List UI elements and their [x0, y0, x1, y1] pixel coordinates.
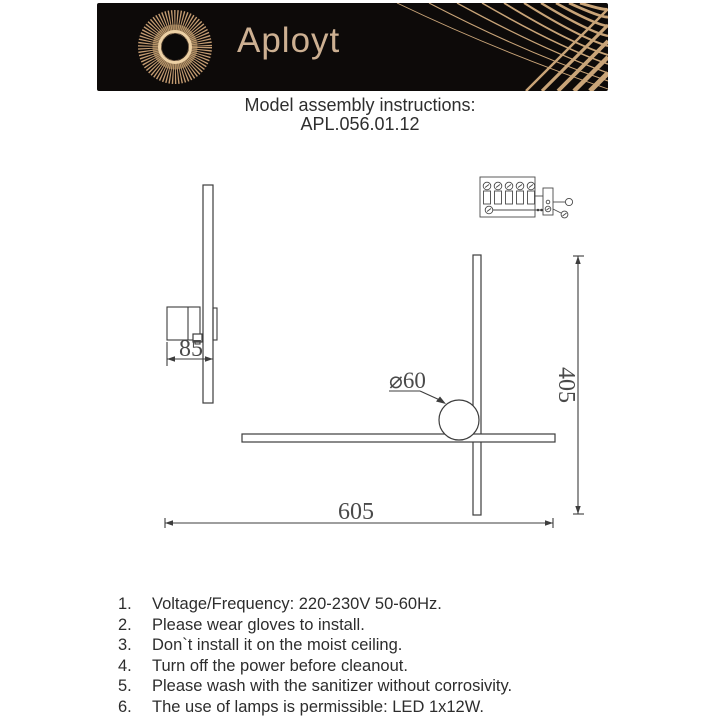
dimension-diameter-60: [389, 368, 446, 404]
list-item: [118, 676, 638, 697]
wiring-diagram: [480, 177, 573, 218]
wire-terminal-circle: [565, 198, 572, 205]
rays-decoration: [397, 3, 608, 91]
lamp-sphere: [439, 400, 479, 440]
list-item-text: The use of lamps is permissible: LED 1x12W.: [152, 697, 484, 716]
list-item-number: 5.: [118, 677, 132, 696]
list-item: [118, 697, 638, 718]
dim-sphere-diameter-label: ⌀60: [389, 368, 426, 393]
list-item-number: 3.: [118, 636, 132, 655]
list-item-text: Please wash with the sanitizer without corrosivity.: [152, 677, 513, 696]
list-item-text: Turn off the power before cleanout.: [152, 656, 408, 675]
technical-drawing: [90, 150, 630, 580]
side-view: [167, 185, 217, 403]
dim-mount-depth-label: 85: [179, 336, 203, 362]
list-item-text: Voltage/Frequency: 220-230V 50-60Hz.: [152, 595, 442, 613]
banner-decoration: [97, 3, 608, 91]
dim-width-label: 605: [338, 499, 374, 525]
connector-block: [543, 188, 553, 215]
dimension-605: [165, 499, 553, 528]
front-view: [165, 255, 584, 528]
title-block: [0, 95, 720, 134]
list-item: [118, 635, 638, 656]
list-item-number: 4.: [118, 656, 132, 675]
front-view-vertical-bar: [473, 255, 481, 515]
list-item-number: 2.: [118, 615, 132, 634]
instructions-list: [118, 594, 638, 718]
brand-logo-text: Aployt: [237, 21, 341, 60]
model-number: APL.056.01.12: [300, 114, 420, 134]
header-banner: [97, 3, 608, 91]
list-item-number: 6.: [118, 697, 132, 716]
list-item-number: 1.: [118, 595, 132, 613]
list-item-text: Please wear gloves to install.: [152, 615, 365, 634]
list-item-text: Don`t install it on the moist ceiling.: [152, 636, 403, 655]
sunburst-logo-icon: [150, 22, 200, 72]
side-view-lamp-bar: [203, 185, 213, 403]
list-item: [118, 615, 638, 636]
list-item: [118, 594, 638, 615]
front-view-horizontal-bar: [242, 434, 555, 442]
dim-height-label: 405: [553, 367, 579, 403]
terminal-screws: [483, 182, 535, 204]
list-item: [118, 656, 638, 677]
page-title: Model assembly instructions:: [244, 95, 476, 115]
dimension-405: [553, 256, 584, 514]
